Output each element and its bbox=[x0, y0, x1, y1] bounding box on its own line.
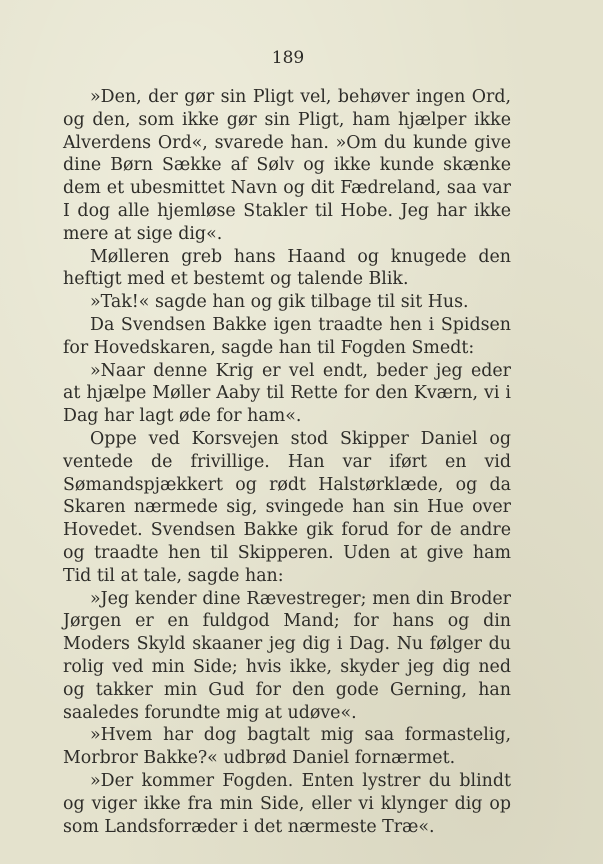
body-text bbox=[63, 86, 511, 838]
paragraph: Mølleren greb hans Haand og knugede den heftigt med et bestemt og talende Blik. bbox=[63, 246, 511, 290]
paragraph: »Tak!« sagde han og gik tilbage til sit Hus. bbox=[90, 292, 469, 313]
paragraph: Da Svendsen Bakke igen traadte hen i Spidsen for Hovedskaren, sagde han til Fogden Smedt: bbox=[63, 314, 511, 358]
paragraph: »Hvem har dog bagtalt mig saa formastelig, Morbror Bakke?« udbrød Daniel fornærmet. bbox=[63, 725, 511, 769]
paragraph: »Den, der gør sin Pligt vel, behøver ingen Ord, og den, som ikke gør sin Pligt, ham hjælper ikke Alverdens Ord«, svarede han. »Om du kunde give dine Børn Sække af Sølv og ikke kunde skænke dem et ubesmittet Navn og dit Fædreland, saa var I dog alle hjemløse Stakler til Hobe. Jeg har ikke mere at sige dig«. bbox=[63, 87, 511, 244]
paragraph: »Jeg kender dine Rævestreger; men din Broder Jørgen er en fuldgod Mand; for hans og din Moders Skyld skaaner jeg dig i Dag. Nu følger du rolig ved min Side; hvis ikke, skyder jeg dig ned og takker min Gud for den gode Gerning, han saaledes forundte mig at udøve«. bbox=[63, 588, 511, 723]
paragraph: »Der kommer Fogden. Enten lystrer du blindt og viger ikke fra min Side, eller vi klynger dig op som Landsforræder i det nærmeste Træ«. bbox=[63, 770, 511, 837]
paragraph: Oppe ved Korsvejen stod Skipper Daniel og ventede de frivillige. Han var iført en vid Sømandspjækkert og rødt Halstørklæde, og da Skaren nærmede sig, svingede han sin Hue over Hovedet. Svendsen Bakke gik forud for de andre og traadte hen til Skipperen. Uden at give ham Tid til at tale, sagde han: bbox=[63, 428, 511, 586]
paragraph: »Naar denne Krig er vel endt, beder jeg eder at hjælpe Møller Aaby til Rette for den Kværn, vi i Dag har lagt øde for ham«. bbox=[63, 360, 511, 427]
page-number: 189 bbox=[271, 48, 305, 68]
